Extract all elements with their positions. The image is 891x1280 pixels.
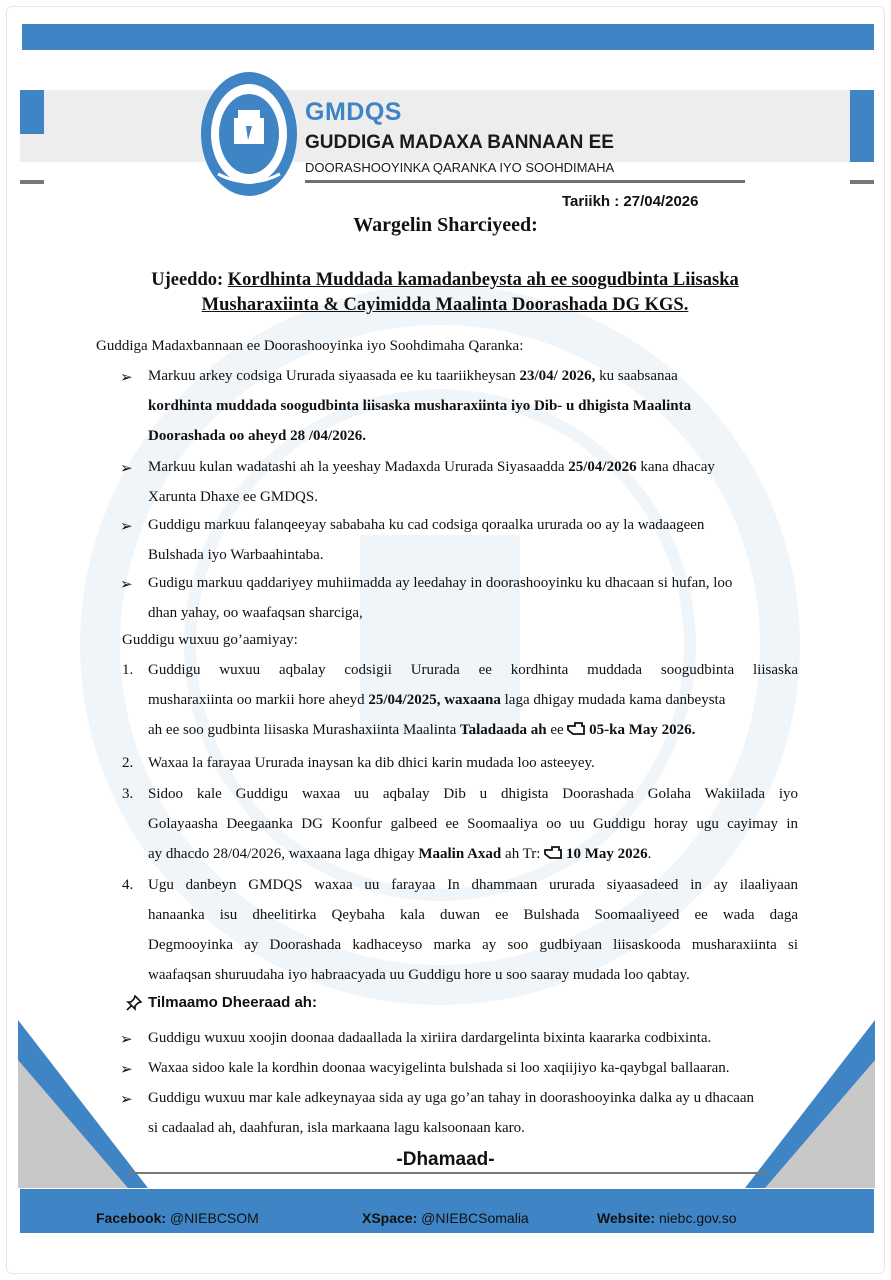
decision-deadline: 05-ka May 2026. xyxy=(589,722,696,738)
decision-text: Waxaa la farayaa Ururada inaysan ka dib dhici karin mudada loo asteeyey. xyxy=(148,755,595,771)
org-subtitle: DOORASHOOYINKA QARANKA IYO SOOHDIMAHA xyxy=(305,160,615,175)
decision-number: 4. xyxy=(122,877,134,893)
header-underline xyxy=(305,180,745,183)
consideration-text: Doorashada oo aheyd 28 /04/2026. xyxy=(148,428,366,444)
consideration-text: dhan yahay, oo waafaqsan sharciga, xyxy=(148,605,363,621)
footer-facebook[interactable] xyxy=(96,1210,259,1226)
intro-text: Guddiga Madaxbannaan ee Doorashooyinka iyo Soohdimaha Qaranka: xyxy=(96,338,524,354)
subject-heading xyxy=(90,268,800,318)
footer-divider xyxy=(128,1172,768,1174)
extra-text: si cadaalad ah, daahfuran, isla markaana lagu kalsoonaan karo. xyxy=(148,1120,525,1136)
decision-text: Guddigu wuxuu aqbalay codsigii Ururada ee kordhinta muddada soogudbinta liisaska xyxy=(148,662,798,678)
extra-item xyxy=(148,1053,730,1083)
decision-text: ah Tr: xyxy=(501,846,545,862)
consideration-text: Gudigu markuu qaddariyey muhiimadda ay leedahay in doorashooyinku ku dhacaan si hufan, loo xyxy=(148,575,733,591)
consideration-text: kordhinta muddada soogudbinta liisaska musharaxiinta iyo Dib- u dhigista Maalinta xyxy=(148,398,692,414)
decision-text: waafaqsan shuruudaha iyo habraacyada uu Guddigu hore u soo saaray mudada loo qabtay. xyxy=(148,967,690,983)
consideration-text: Xarunta Dhaxe ee GMDQS. xyxy=(148,489,318,505)
website-label: Website: xyxy=(597,1210,656,1226)
subject-line-2: Musharaxiinta & Cayimidda Maalinta Doorashada DG KGS. xyxy=(201,295,689,315)
decision-text: Ugu danbeyn GMDQS waxaa uu farayaa In dhammaan ururada siyaasadeed in ay ilaaliyaan xyxy=(148,877,798,893)
decision-number: 1. xyxy=(122,662,134,678)
consideration-date: 25/04/2026 xyxy=(568,459,637,475)
xspace-handle[interactable]: @NIEBCSomalia xyxy=(417,1210,529,1226)
facebook-handle[interactable]: @NIEBCSOM xyxy=(166,1210,259,1226)
decision-text: ee xyxy=(546,722,568,738)
arrow-bullet-icon: ➢ xyxy=(120,1092,133,1108)
decision-text: Degmooyinka ay Doorashada kadhaceyso marka ay soo gudbiyaan liisaskooda musharaxiinta si xyxy=(148,937,798,953)
arrow-bullet-icon: ➢ xyxy=(120,461,133,477)
extra-item xyxy=(148,1083,754,1143)
decided-heading: Guddigu wuxuu go’aamiyay: xyxy=(122,632,298,648)
arrow-bullet-icon: ➢ xyxy=(120,1032,133,1048)
header-accent-left xyxy=(20,90,44,134)
consideration-text: kana dhacay xyxy=(636,459,715,475)
decision-item xyxy=(148,870,798,990)
consideration-text: ku saabsanaa xyxy=(595,368,678,384)
decision-item xyxy=(148,655,798,745)
extra-text: Waxaa sidoo kale la kordhin doonaa wacyigelinta bulshada si loo xaqiijiyo ka-qaybgal ballaaran. xyxy=(148,1060,730,1076)
org-name: GUDDIGA MADAXA BANNAAN EE xyxy=(305,132,614,153)
decision-text: ay dhacdo 28/04/2026, waxaana laga dhigay xyxy=(148,846,419,862)
decision-number: 3. xyxy=(122,786,134,802)
extra-item xyxy=(148,1023,711,1053)
decision-text: ah ee soo gudbinta liisaska Murashaxiinta Maalinta xyxy=(148,722,461,738)
consideration-item xyxy=(148,452,798,512)
decision-text: musharaxiinta oo markii hore aheyd xyxy=(148,692,369,708)
corner-decoration-right xyxy=(745,1020,875,1190)
header-accent-right xyxy=(850,90,874,162)
facebook-label: Facebook: xyxy=(96,1210,167,1226)
consideration-text: Bulshada iyo Warbaahintaba. xyxy=(148,547,324,563)
document-title: Wargelin Sharciyeed: xyxy=(353,214,538,236)
arrow-bullet-icon: ➢ xyxy=(120,1062,133,1078)
decision-item xyxy=(148,779,798,869)
pushpin-icon xyxy=(126,995,142,1016)
extra-heading: Tilmaamo Dheeraad ah: xyxy=(148,994,317,1011)
extra-text: Guddigu wuxuu xoojin doonaa dadaallada la xiriira dardargelinta bixinta kaararka codbixinta. xyxy=(148,1030,712,1046)
subject-prefix: Ujeeddo: xyxy=(151,270,224,290)
decision-highlight: Taladaada ah xyxy=(460,722,547,738)
consideration-item xyxy=(148,510,798,570)
subject-line-1: Kordhinta Muddada kamadanbeysta ah ee soogudbinta Liisaska xyxy=(227,270,739,290)
arrow-bullet-icon: ➢ xyxy=(120,519,133,535)
footer-website[interactable] xyxy=(597,1210,737,1226)
document-date: Tariikh : 27/04/2026 xyxy=(562,193,699,210)
pointing-hand-icon xyxy=(567,720,585,736)
decision-text: Golayaasha Deegaanka DG Koonfur galbeed ee Soomaaliya oo uu Guddigu horay ugu cayimay in xyxy=(148,816,798,832)
consideration-text: Markuu kulan wadatashi ah la yeeshay Madaxda Ururada Siyasaadda xyxy=(148,459,569,475)
decision-text: hanaanka isu dheelitirka Qeybaha kala duwan ee Bulshada Soomaaliyeed ee wada daga xyxy=(148,907,798,923)
xspace-label: XSpace: xyxy=(362,1210,418,1226)
consideration-item xyxy=(148,361,798,451)
decision-text: Sidoo kale Guddigu waxaa uu aqbalay Dib u dhigista Doorashada Golaha Wakiilada iyo xyxy=(148,786,798,802)
header-line-right xyxy=(850,180,874,184)
decision-highlight: Maalin Axad xyxy=(418,846,502,862)
footer-xspace[interactable] xyxy=(362,1210,529,1226)
top-blue-bar xyxy=(22,24,874,50)
decision-text: laga dhigay mudada kama danbeysta xyxy=(500,692,726,708)
decision-item xyxy=(148,748,798,778)
decision-text: . xyxy=(647,846,652,862)
consideration-text: Guddigu markuu falanqeeyay sababaha ku cad codsiga qoraalka ururada oo ay la wadaageen xyxy=(148,517,705,533)
org-abbreviation: GMDQS xyxy=(305,98,402,126)
consideration-text: Markuu arkey codsiga Ururada siyaasada ee ku taariikheysan xyxy=(148,368,520,384)
decision-date: 25/04/2025, waxaana xyxy=(368,692,501,708)
website-link[interactable]: niebc.gov.so xyxy=(655,1210,737,1226)
arrow-bullet-icon: ➢ xyxy=(120,577,133,593)
pointing-hand-icon xyxy=(544,844,562,860)
consideration-date: 23/04/ 2026, xyxy=(519,368,596,384)
decision-number: 2. xyxy=(122,755,134,771)
arrow-bullet-icon: ➢ xyxy=(120,370,133,386)
end-marker: -Dhamaad- xyxy=(396,1149,495,1170)
decision-date: 10 May 2026 xyxy=(565,846,648,862)
consideration-item xyxy=(148,568,798,628)
header-line-left xyxy=(20,180,44,184)
logo-text: NIEBC xyxy=(232,184,261,194)
extra-text: Guddigu wuxuu mar kale adkeynayaa sida ay uga go’an tahay in doorashooyinka dalka ay u dhacaan xyxy=(148,1090,755,1106)
corner-decoration-left xyxy=(18,1020,148,1190)
